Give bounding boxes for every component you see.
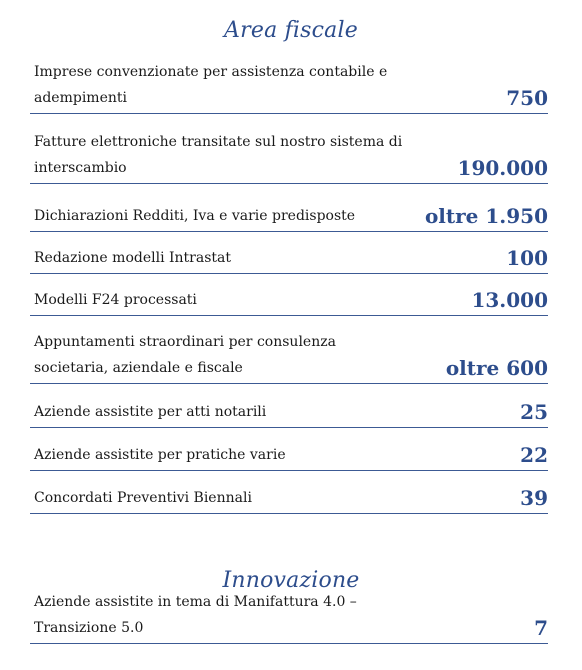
stat-label: Redazione modelli Intrastat xyxy=(34,250,231,266)
stat-row-appuntamenti xyxy=(30,330,548,384)
stat-value: 22 xyxy=(520,443,548,467)
stat-row-manifattura xyxy=(30,594,548,644)
stat-value: 750 xyxy=(506,86,548,110)
stat-label: Aziende assistite in tema di Manifattura 4.0 – Transizione 5.0 xyxy=(34,594,357,636)
stat-value: 190.000 xyxy=(457,156,548,180)
section-title-area-fiscale: Area fiscale xyxy=(224,18,358,43)
stat-value: 25 xyxy=(520,400,548,424)
stat-value: 100 xyxy=(506,246,548,270)
stat-value: oltre 600 xyxy=(445,356,548,380)
stat-row-intrastat xyxy=(30,246,548,274)
stat-value: 13.000 xyxy=(471,288,548,312)
stat-value: 39 xyxy=(520,486,548,510)
stat-label: Appuntamenti straordinari per consulenza societaria, aziendale e fiscale xyxy=(34,334,336,376)
stat-label: Concordati Preventivi Biennali xyxy=(34,490,252,506)
stat-label: Aziende assistite per pratiche varie xyxy=(34,447,286,463)
section-title-innovazione: Innovazione xyxy=(222,568,360,593)
stat-label: Aziende assistite per atti notarili xyxy=(34,404,267,420)
stat-row-concordati xyxy=(30,485,548,514)
stat-value: 7 xyxy=(534,616,548,640)
stat-row-pratiche-varie xyxy=(30,442,548,471)
stat-label: Dichiarazioni Redditi, Iva e varie predisposte xyxy=(34,208,356,224)
stat-row-dichiarazioni xyxy=(30,202,548,232)
stat-row-f24 xyxy=(30,288,548,316)
stat-label: Fatture elettroniche transitate sul nostro sistema di interscambio xyxy=(34,134,403,176)
stat-row-imprese-convenzionate xyxy=(30,62,548,114)
stat-row-atti-notarili xyxy=(30,398,548,428)
stat-row-fatture-elettroniche xyxy=(30,131,548,184)
stat-value: oltre 1.950 xyxy=(424,204,548,228)
stat-label: Modelli F24 processati xyxy=(34,292,197,308)
stat-label: Imprese convenzionate per assistenza contabile e adempimenti xyxy=(34,64,388,106)
